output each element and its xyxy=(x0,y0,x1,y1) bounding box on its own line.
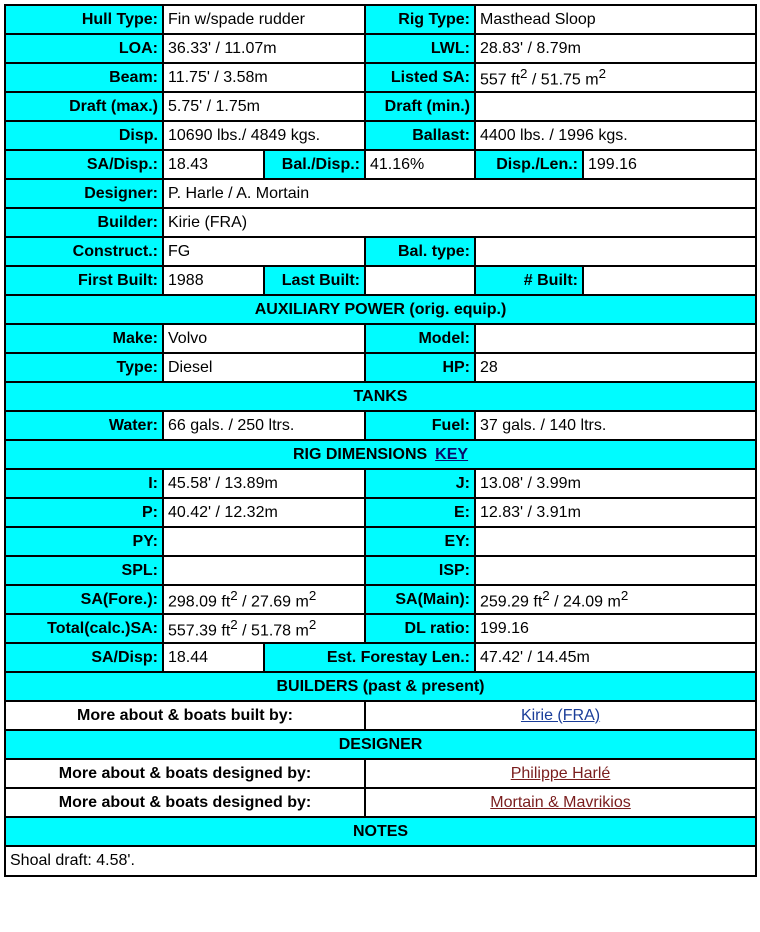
designer-value: P. Harle / A. Mortain xyxy=(163,179,756,208)
ey-value xyxy=(475,527,756,556)
listed-sa-m-exp: 2 xyxy=(598,65,607,81)
sa-main-m-exp: 2 xyxy=(620,587,629,603)
make-value: Volvo xyxy=(163,324,365,353)
sa-fore-ft: 298.09 ft xyxy=(168,593,231,611)
listed-sa-ft: 557 ft xyxy=(480,71,521,89)
row-type-hp xyxy=(5,353,756,382)
listed-sa-ft-exp: 2 xyxy=(520,65,528,81)
isp-value xyxy=(475,556,756,585)
row-builders-header xyxy=(5,672,756,701)
row-i-j xyxy=(5,469,756,498)
p-label: P: xyxy=(5,498,163,527)
bal-type-label: Bal. type: xyxy=(365,237,475,266)
builder-link[interactable]: Kirie (FRA) xyxy=(520,706,601,724)
last-built-label: Last Built: xyxy=(264,266,365,295)
i-value: 45.58' / 13.89m xyxy=(163,469,365,498)
disp-label: Disp. xyxy=(5,121,163,150)
sa-main-ft-exp: 2 xyxy=(542,587,550,603)
row-tanks-header xyxy=(5,382,756,411)
draft-min-label: Draft (min.) xyxy=(365,92,475,121)
builder-label: Builder: xyxy=(5,208,163,237)
designer-label: Designer: xyxy=(5,179,163,208)
ballast-label: Ballast: xyxy=(365,121,475,150)
builder-value: Kirie (FRA) xyxy=(163,208,756,237)
designer-link-cell-1 xyxy=(365,759,756,788)
hp-label: HP: xyxy=(365,353,475,382)
rig-key-link[interactable]: KEY xyxy=(435,445,469,463)
construct-value: FG xyxy=(163,237,365,266)
j-label: J: xyxy=(365,469,475,498)
first-built-label: First Built: xyxy=(5,266,163,295)
designer-link-mortain[interactable]: Mortain & Mavrikios xyxy=(490,793,631,811)
model-value xyxy=(475,324,756,353)
lwl-label: LWL: xyxy=(365,34,475,63)
total-sa-ft-exp: 2 xyxy=(230,616,238,632)
beam-label: Beam: xyxy=(5,63,163,92)
num-built-label: # Built: xyxy=(475,266,583,295)
sa-main-m: / 24.09 m xyxy=(549,593,621,611)
row-water-fuel xyxy=(5,411,756,440)
e-label: E: xyxy=(365,498,475,527)
row-notes xyxy=(5,846,756,876)
builders-more-label: More about & boats built by: xyxy=(5,701,365,730)
tanks-header: TANKS xyxy=(5,382,756,411)
notes-text: Shoal draft: 4.58'. xyxy=(5,846,756,876)
total-sa-label: Total(calc.)SA: xyxy=(5,614,163,643)
bal-disp-label: Bal./Disp.: xyxy=(264,150,365,179)
total-sa-m: / 51.78 m xyxy=(237,622,309,640)
row-notes-header xyxy=(5,817,756,846)
row-rig-header xyxy=(5,440,756,469)
designer-link-harle[interactable]: Philippe Harlé xyxy=(510,764,611,782)
row-construct xyxy=(5,237,756,266)
total-sa-value xyxy=(163,614,365,643)
designer-header: DESIGNER xyxy=(5,730,756,759)
dl-ratio-value: 199.16 xyxy=(475,614,756,643)
construct-label: Construct.: xyxy=(5,237,163,266)
hull-type-label: Hull Type: xyxy=(5,5,163,34)
row-spl-isp xyxy=(5,556,756,585)
bal-type-value xyxy=(475,237,756,266)
spl-value xyxy=(163,556,365,585)
ey-label: EY: xyxy=(365,527,475,556)
designer-more-label-2: More about & boats designed by: xyxy=(5,788,365,817)
aux-power-header: AUXILIARY POWER (orig. equip.) xyxy=(5,295,756,324)
i-label: I: xyxy=(5,469,163,498)
row-designer xyxy=(5,179,756,208)
listed-sa-label: Listed SA: xyxy=(365,63,475,92)
sa-disp-value: 18.43 xyxy=(163,150,264,179)
sa-fore-value xyxy=(163,585,365,614)
draft-min-value xyxy=(475,92,756,121)
sa-fore-m: / 27.69 m xyxy=(237,593,309,611)
bal-disp-value: 41.16% xyxy=(365,150,475,179)
row-disp-ballast xyxy=(5,121,756,150)
fuel-label: Fuel: xyxy=(365,411,475,440)
row-p-e xyxy=(5,498,756,527)
make-label: Make: xyxy=(5,324,163,353)
model-label: Model: xyxy=(365,324,475,353)
listed-sa-value xyxy=(475,63,756,92)
sa-disp-label: SA/Disp.: xyxy=(5,150,163,179)
row-designer-link-1 xyxy=(5,759,756,788)
row-hull-rig xyxy=(5,5,756,34)
ballast-value: 4400 lbs. / 1996 kgs. xyxy=(475,121,756,150)
rig-dimensions-title: RIG DIMENSIONS xyxy=(292,445,428,463)
loa-label: LOA: xyxy=(5,34,163,63)
disp-len-label: Disp./Len.: xyxy=(475,150,583,179)
builders-header: BUILDERS (past & present) xyxy=(5,672,756,701)
water-label: Water: xyxy=(5,411,163,440)
spl-label: SPL: xyxy=(5,556,163,585)
total-sa-m-exp: 2 xyxy=(308,616,317,632)
sailboat-specs-table xyxy=(4,4,757,877)
rig-type-value: Masthead Sloop xyxy=(475,5,756,34)
row-total-sa-dl xyxy=(5,614,756,643)
py-label: PY: xyxy=(5,527,163,556)
p-value: 40.42' / 12.32m xyxy=(163,498,365,527)
num-built-value xyxy=(583,266,756,295)
isp-label: ISP: xyxy=(365,556,475,585)
listed-sa-m: / 51.75 m xyxy=(527,71,599,89)
rig-type-label: Rig Type: xyxy=(365,5,475,34)
type-value: Diesel xyxy=(163,353,365,382)
disp-value: 10690 lbs./ 4849 kgs. xyxy=(163,121,365,150)
sa-main-label: SA(Main): xyxy=(365,585,475,614)
water-value: 66 gals. / 250 ltrs. xyxy=(163,411,365,440)
row-ratios xyxy=(5,150,756,179)
row-make-model xyxy=(5,324,756,353)
designer-link-cell-2 xyxy=(365,788,756,817)
row-builder xyxy=(5,208,756,237)
j-value: 13.08' / 3.99m xyxy=(475,469,756,498)
row-sa-fore-main xyxy=(5,585,756,614)
last-built-value xyxy=(365,266,475,295)
dl-ratio-label: DL ratio: xyxy=(365,614,475,643)
row-designer-header xyxy=(5,730,756,759)
beam-value: 11.75' / 3.58m xyxy=(163,63,365,92)
row-builders-link xyxy=(5,701,756,730)
total-sa-ft: 557.39 ft xyxy=(168,622,231,640)
row-built xyxy=(5,266,756,295)
row-aux-header xyxy=(5,295,756,324)
fuel-value: 37 gals. / 140 ltrs. xyxy=(475,411,756,440)
rig-dimensions-header xyxy=(5,440,756,469)
notes-header: NOTES xyxy=(5,817,756,846)
row-py-ey xyxy=(5,527,756,556)
first-built-value: 1988 xyxy=(163,266,264,295)
builders-link-cell xyxy=(365,701,756,730)
sa-fore-label: SA(Fore.): xyxy=(5,585,163,614)
row-draft xyxy=(5,92,756,121)
sa-disp2-label: SA/Disp: xyxy=(5,643,163,672)
draft-max-value: 5.75' / 1.75m xyxy=(163,92,365,121)
row-beam-sa xyxy=(5,63,756,92)
designer-more-label-1: More about & boats designed by: xyxy=(5,759,365,788)
row-designer-link-2 xyxy=(5,788,756,817)
sa-main-value xyxy=(475,585,756,614)
sa-fore-m-exp: 2 xyxy=(308,587,317,603)
loa-value: 36.33' / 11.07m xyxy=(163,34,365,63)
forestay-value: 47.42' / 14.45m xyxy=(475,643,756,672)
row-sadisp-forestay xyxy=(5,643,756,672)
e-value: 12.83' / 3.91m xyxy=(475,498,756,527)
sa-disp2-value: 18.44 xyxy=(163,643,264,672)
forestay-label: Est. Forestay Len.: xyxy=(264,643,475,672)
lwl-value: 28.83' / 8.79m xyxy=(475,34,756,63)
type-label: Type: xyxy=(5,353,163,382)
disp-len-value: 199.16 xyxy=(583,150,756,179)
sa-main-ft: 259.29 ft xyxy=(480,593,543,611)
row-loa-lwl xyxy=(5,34,756,63)
sa-fore-ft-exp: 2 xyxy=(230,587,238,603)
draft-max-label: Draft (max.) xyxy=(5,92,163,121)
hull-type-value: Fin w/spade rudder xyxy=(163,5,365,34)
py-value xyxy=(163,527,365,556)
hp-value: 28 xyxy=(475,353,756,382)
